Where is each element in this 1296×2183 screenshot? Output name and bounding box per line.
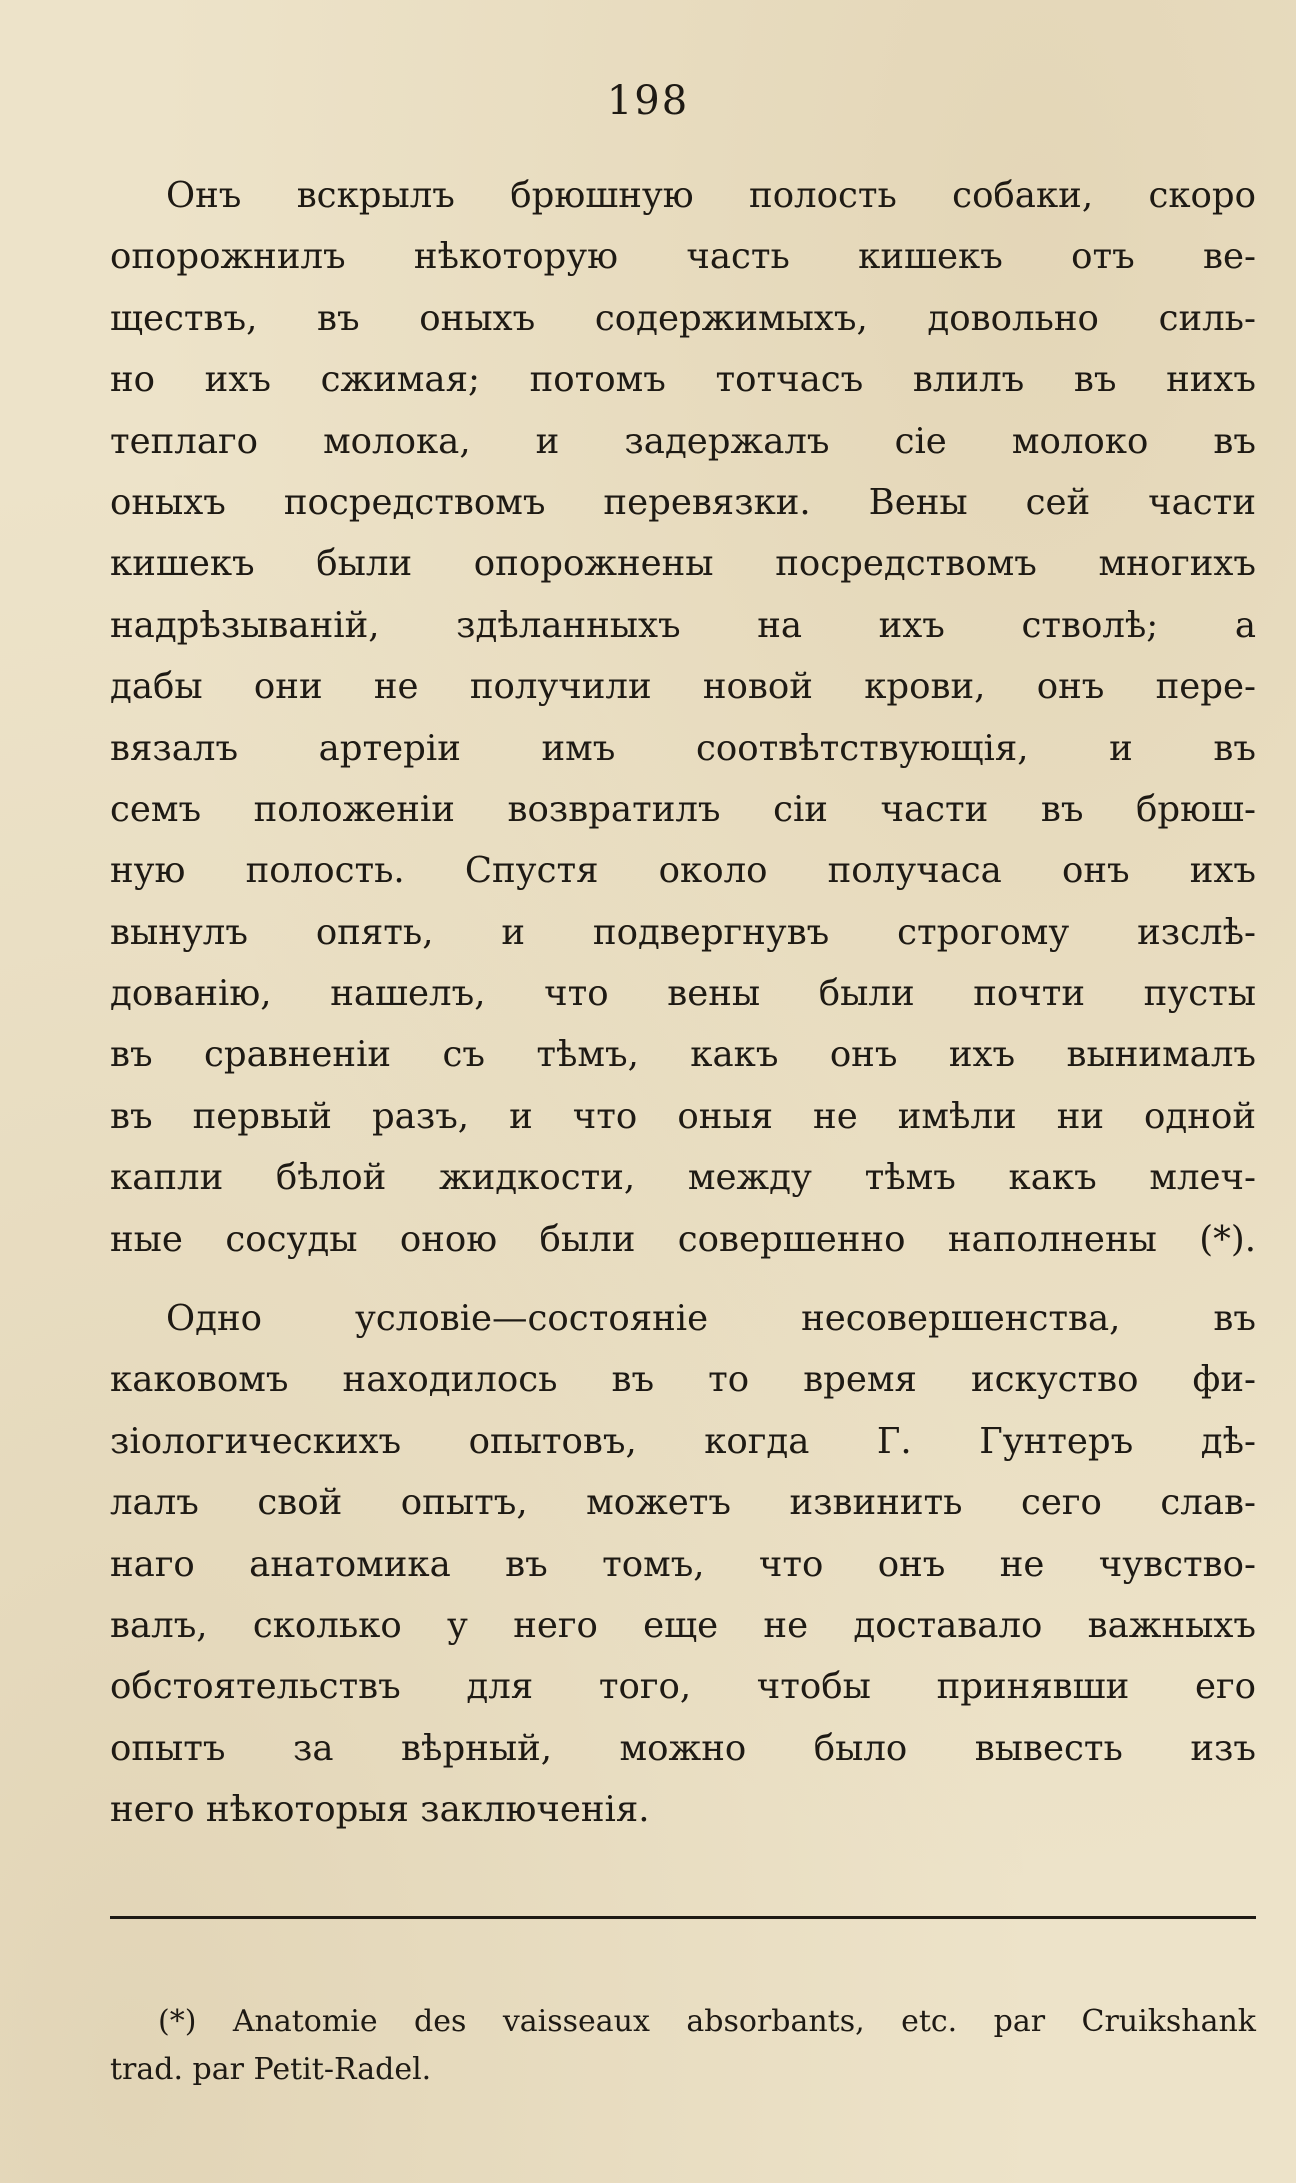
text-line: но ихъ сжимая; потомъ тотчасъ влилъ въ нихъ (110, 359, 1256, 401)
text-line: теплаго молока, и задержалъ сіе молоко въ (110, 420, 1256, 462)
text-line: ществъ, въ оныхъ содержимыхъ, довольно силь- (110, 297, 1256, 339)
text-line: оныхъ посредствомъ перевязки. Вены сей части (110, 481, 1256, 523)
text-line: Одно условіе—состояніе несовершенства, въ (166, 1298, 1256, 1340)
text-line: лалъ свой опытъ, можетъ извинить сего слав- (110, 1482, 1256, 1524)
text-line: него нѣкоторыя заключенія. (110, 1789, 650, 1831)
text-line: кишекъ были опорожнены посредствомъ многихъ (110, 543, 1256, 585)
text-line: дованію, нашелъ, что вены были почти пусты (110, 973, 1256, 1015)
text-line: наго анатомика въ томъ, что онъ не чувство- (110, 1543, 1256, 1585)
footnote-divider (110, 1916, 1256, 1919)
page-number: 198 (606, 78, 690, 124)
paragraph-gap (110, 1270, 1256, 1288)
body-text (110, 165, 1256, 1841)
footnote-line: trad. par Petit-Radel. (110, 2052, 432, 2087)
text-line: въ сравненіи съ тѣмъ, какъ онъ ихъ вынималъ (110, 1034, 1256, 1076)
paragraph-1 (110, 165, 1256, 1270)
text-line: опорожнилъ нѣкоторую часть кишекъ отъ ве- (110, 236, 1256, 278)
text-line: капли бѣлой жидкости, между тѣмъ какъ млеч- (110, 1157, 1256, 1199)
text-line: Онъ вскрылъ брюшную полость собаки, скоро (166, 175, 1256, 216)
paragraph-2 (110, 1288, 1256, 1841)
text-line: каковомъ находилось въ то время искуство фи- (110, 1359, 1256, 1401)
text-line: ную полость. Спустя около получаса онъ ихъ (110, 850, 1256, 892)
text-line: вязалъ артеріи имъ соотвѣтствующія, и въ (110, 727, 1256, 769)
footnote (110, 1998, 1256, 2094)
text-line: дабы они не получили новой крови, онъ пере- (110, 666, 1256, 708)
text-line: семъ положеніи возвратилъ сіи части въ брюш- (110, 788, 1256, 830)
text-line: валъ, сколько у него еще не доставало важныхъ (110, 1604, 1256, 1646)
footnote-line: (*) Anatomie des vaisseaux absorbants, etc. par Cruikshank (158, 2004, 1256, 2039)
text-line: опытъ за вѣрный, можно было вывесть изъ (110, 1727, 1256, 1769)
footnote-reference-line: ные сосуды оною были совершенно наполнены (*). (110, 1218, 1256, 1260)
text-line: вынулъ опять, и подвергнувъ строгому изслѣ- (110, 911, 1256, 953)
text-line: зіологическихъ опытовъ, когда Г. Гунтеръ дѣ- (110, 1420, 1256, 1462)
text-line: обстоятельствъ для того, чтобы принявши его (110, 1666, 1256, 1708)
text-line: надрѣзываній, здѣланныхъ на ихъ стволѣ; а (110, 604, 1256, 646)
text-line: въ первый разъ, и что оныя не имѣли ни одной (110, 1095, 1256, 1137)
